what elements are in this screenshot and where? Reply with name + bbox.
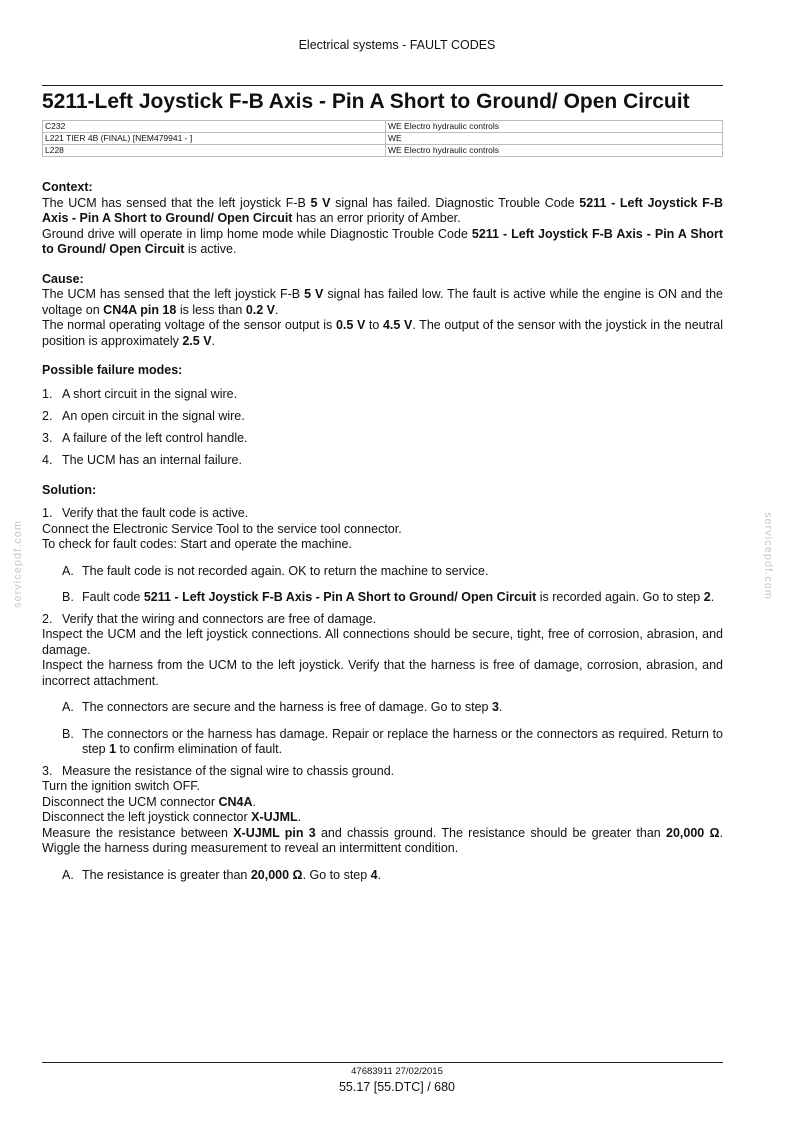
solution-step: 2. Verify that the wiring and connectors are free of damage. [42,611,377,626]
list-item: 3. A failure of the left control handle. [42,430,248,445]
step-option: B. The connectors or the harness has damage. Repair or replace the harness or the connectors as required. Return to step 1 to confirm elimination of fault. [62,726,723,756]
cause-paragraph: The normal operating voltage of the sensor output is 0.5 V to 4.5 V. The output of the sensor with the joystick in the neutral position is approximately 2.5 V. [42,318,723,348]
list-item: 1. A short circuit in the signal wire. [42,386,238,401]
running-header: Electrical systems - FAULT CODES [298,38,496,52]
header-rule [42,85,723,86]
step-paragraph: Disconnect the UCM connector CN4A. [42,794,256,809]
context-paragraph: Ground drive will operate in limp home mode while Diagnostic Trouble Code 5211 - Left Joystick F-B Axis - Pin A Short to Ground/ Open Circuit is active. [42,226,723,256]
config-cell: WE Electro hydraulic controls [386,145,723,157]
step-paragraph: Measure the resistance between X-UJML pin 3 and chassis ground. The resistance should be greater than 20,000 Ω. Wiggle the harness during measurement to reveal an intermittent condition. [42,825,723,855]
step-paragraph: Connect the Electronic Service Tool to the service tool connector. [42,521,402,536]
page-number: 55.17 [55.DTC] / 680 [338,1080,456,1094]
step-paragraph: Inspect the harness from the UCM to the left joystick. Verify that the harness is free of damage, corrosion, abrasion, and incorrect attachment. [42,658,723,688]
table-row [43,133,723,145]
step-option: A. The fault code is not recorded again. OK to return the machine to service. [62,563,489,578]
config-cell: WE [386,133,723,145]
solution-step: 1. Verify that the fault code is active. [42,506,249,520]
applicability-table [42,120,723,157]
step-option: B. Fault code 5211 - Left Joystick F-B Axis - Pin A Short to Ground/ Open Circuit is recorded again. Go to step 2. [62,590,715,604]
cause-paragraph: The UCM has sensed that the left joystick F-B 5 V signal has failed low. The fault is active while the engine is ON and the voltage on CN4A pin 18 is less than 0.2 V. [42,287,723,317]
document-body [42,180,723,883]
context-paragraph: The UCM has sensed that the left joystick F-B 5 V signal has failed. Diagnostic Trouble Code 5211 - Left Joystick F-B Axis - Pin A Short to Ground/ Open Circuit has an error priority of Amber. [42,195,724,225]
step-option: A. The connectors are secure and the harness is free of damage. Go to step 3. [62,700,503,714]
list-item: 4. The UCM has an internal failure. [42,452,242,467]
model-cell: L221 TIER 4B (FINAL) [NEM479941 - ] [43,133,386,145]
model-cell: C232 [43,121,386,133]
table-row [43,145,723,157]
table-row [43,121,723,133]
watermark-left: servicepdf.com [12,520,24,608]
config-cell: WE Electro hydraulic controls [386,121,723,133]
cause-label: Cause: [42,271,84,286]
watermark-right: servicepdf.com [762,512,774,600]
failure-modes-label: Possible failure modes: [42,363,183,377]
step-option: A. The resistance is greater than 20,000 Ω. Go to step 4. [62,867,382,882]
model-cell: L228 [43,145,386,157]
page-title: 5211-Left Joystick F-B Axis - Pin A Short to Ground/ Open Circuit [42,90,690,113]
document-code: 47683911 27/02/2015 [351,1066,443,1077]
step-paragraph: Disconnect the left joystick connector X-UJML. [42,810,302,824]
list-item: 2. An open circuit in the signal wire. [42,408,245,423]
step-paragraph: Inspect the UCM and the left joystick connections. All connections should be secure, tight, free of corrosion, abrasion, and damage. [42,627,723,657]
solution-step: 3. Measure the resistance of the signal wire to chassis ground. [42,763,395,778]
solution-label: Solution: [42,482,97,497]
step-paragraph: To check for fault codes: Start and operate the machine. [42,537,352,551]
context-label: Context: [42,180,93,194]
step-paragraph: Turn the ignition switch OFF. [42,779,200,793]
footer-rule [42,1062,723,1063]
